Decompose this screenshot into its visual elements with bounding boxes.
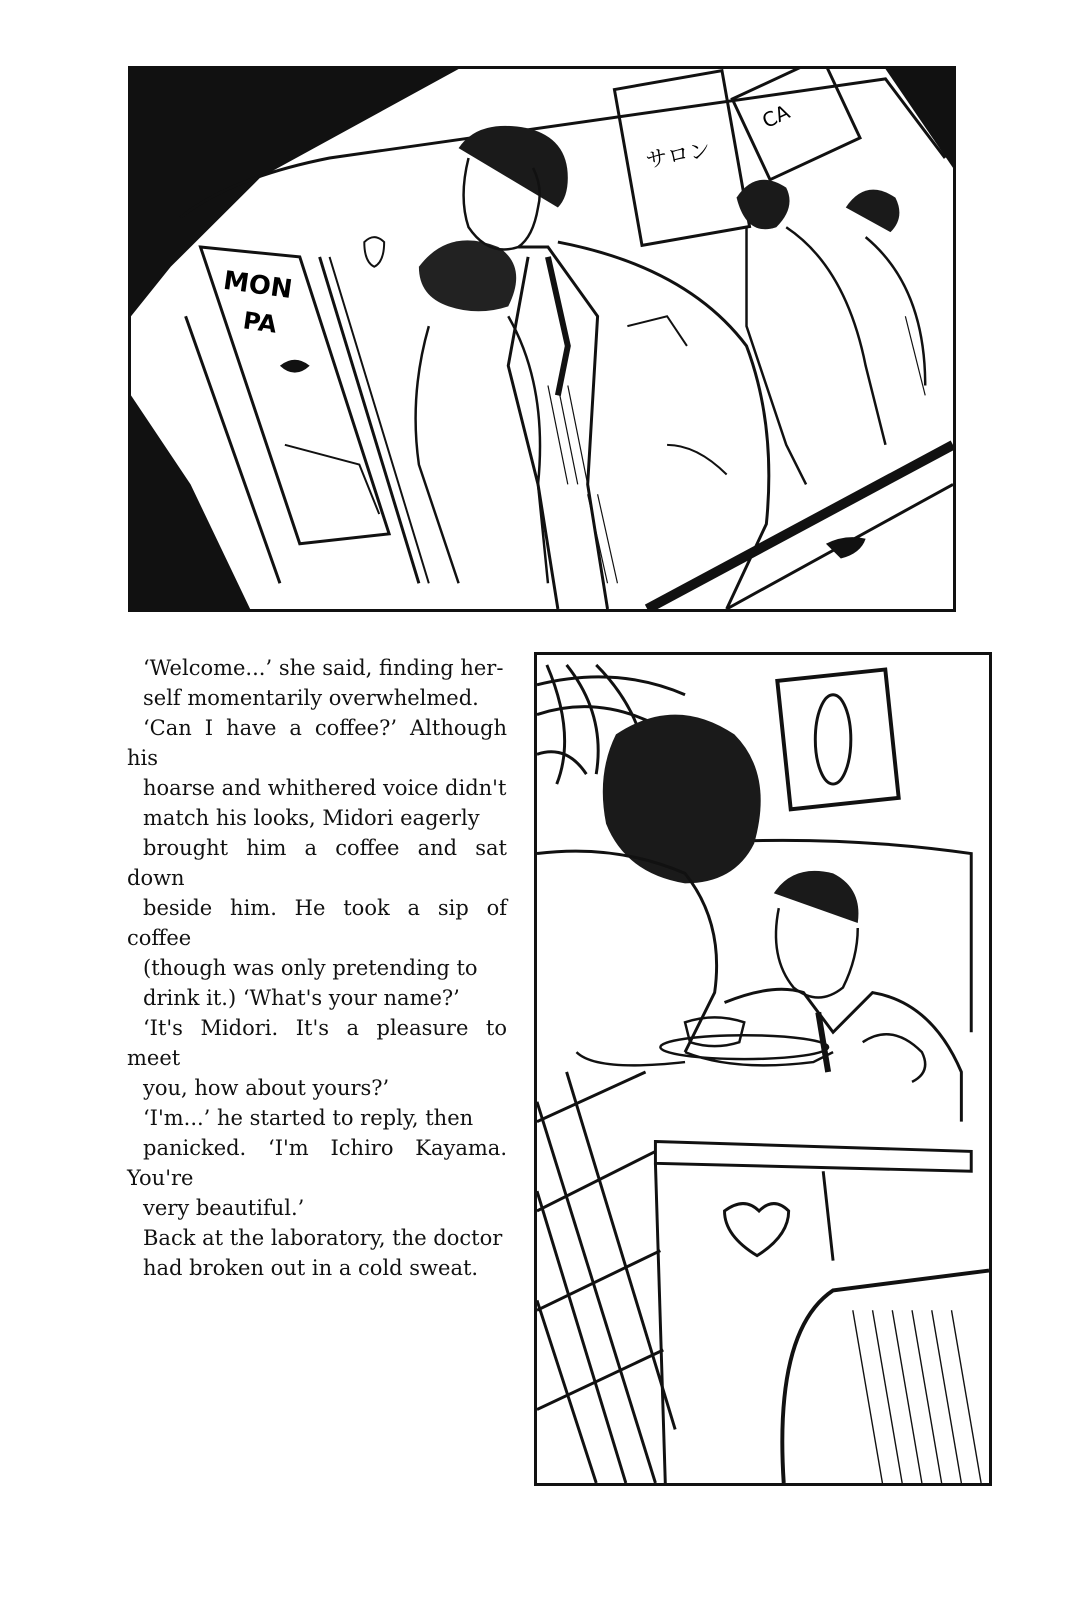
story-paragraph — [127, 653, 507, 713]
story-paragraph — [127, 713, 507, 1013]
sign-text-mon: MON — [221, 265, 295, 306]
sign-text-salon: サロン — [643, 137, 713, 174]
story-line: ‘Welcome...’ she said, finding her- — [143, 656, 504, 680]
cafe-scene-drawing — [537, 655, 989, 1483]
story-line: ‘It's Midori. It's a pleasure to meet — [127, 1016, 507, 1070]
story-line: very beautiful.’ — [143, 1196, 305, 1220]
story-line: hoarse and whithered voice didn't — [143, 776, 507, 800]
story-line: ‘I'm...’ he started to reply, then — [143, 1106, 474, 1130]
story-paragraph — [127, 1013, 507, 1103]
story-line: brought him a coffee and sat down — [127, 836, 507, 890]
street-scene-drawing — [131, 69, 953, 609]
story-line: self momentarily overwhelmed. — [143, 686, 479, 710]
story-line: drink it.) ‘What's your name?’ — [143, 986, 460, 1010]
story-line: beside him. He took a sip of coffee — [127, 896, 507, 950]
sign-text-ca: CA — [758, 100, 794, 133]
story-line: (though was only pretending to — [143, 956, 478, 980]
story-paragraph — [127, 1223, 507, 1283]
story-text — [127, 653, 507, 1283]
story-line: Back at the laboratory, the doctor — [143, 1226, 503, 1250]
story-line: ‘Can I have a coffee?’ Although his — [127, 716, 507, 770]
right-illustration — [534, 652, 992, 1486]
story-line: panicked. ‘I'm Ichiro Kayama. You're — [127, 1136, 507, 1190]
story-line: you, how about yours?’ — [143, 1076, 390, 1100]
story-line: had broken out in a cold sweat. — [143, 1256, 479, 1280]
top-illustration — [128, 66, 956, 612]
story-paragraph — [127, 1103, 507, 1223]
story-line: match his looks, Midori eagerly — [143, 806, 480, 830]
sign-text-pa: PA — [241, 306, 279, 339]
